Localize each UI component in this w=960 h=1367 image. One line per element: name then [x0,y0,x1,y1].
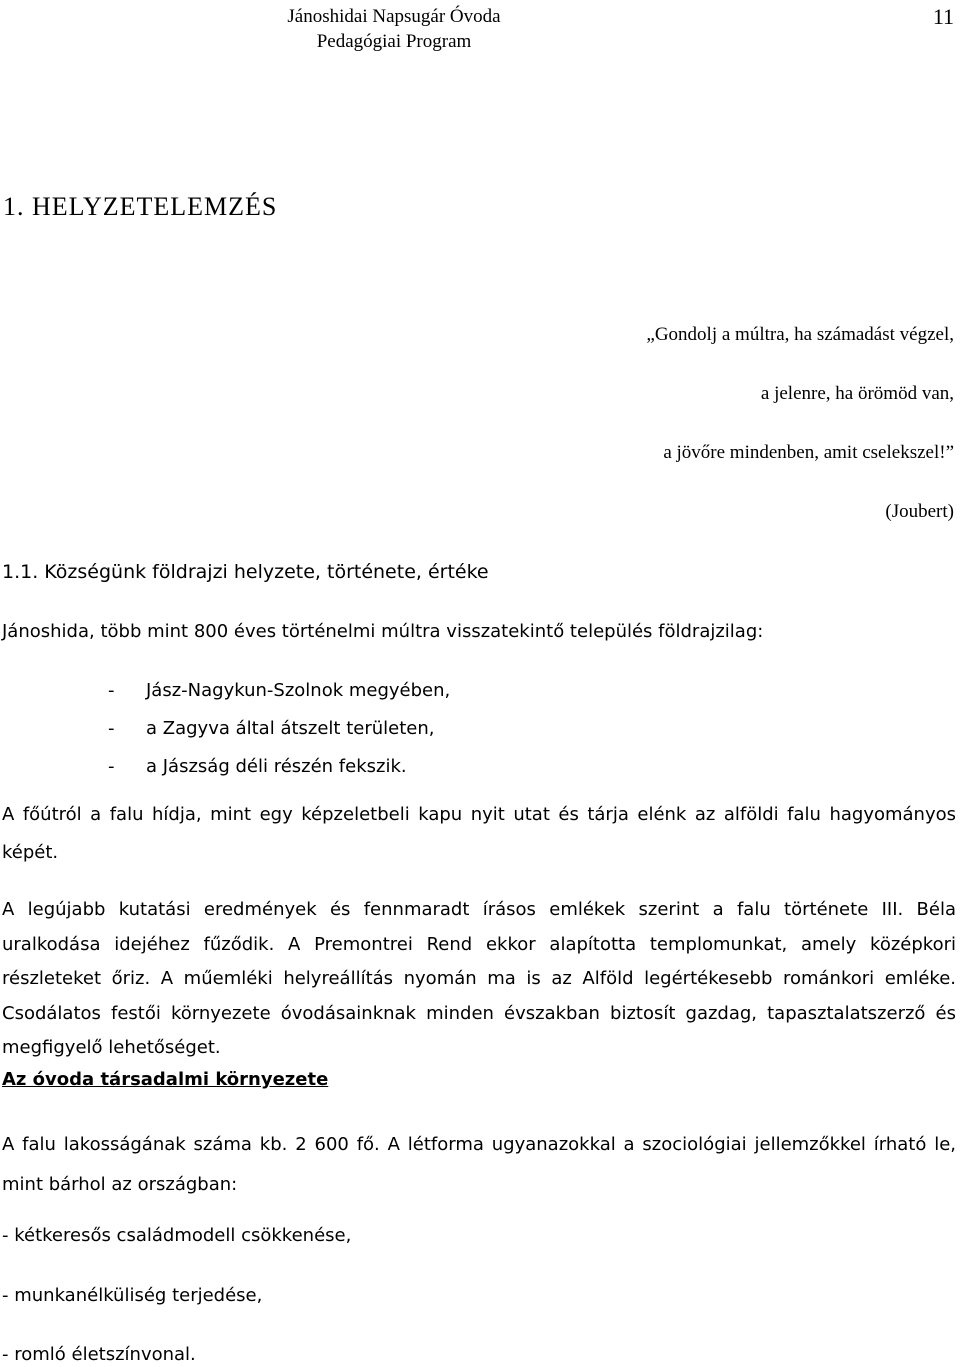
header-institution: Jánoshidai Napsugár Óvoda [287,6,501,27]
section-title: 1.1. Községünk földrajzi helyzete, története, értéke [2,561,489,583]
history-paragraph: A legújabb kutatási eredmények és fennmaradt írásos emlékek szerint a falu története III. Béla uralkodása idejéhez fűződik. A Premontrei Rend ekkor alapította templomunkat, amely középkori részleteket őriz. A műemléki helyreállítás nyomán ma is az Alföld legértékesebb románkori emléke. Csodálatos festői környezete óvodásainknak minden évszakban biztosít gazdag, tapasztalatszerző és megfigyelő lehetőséget. [2,899,956,1058]
list-item: - romló életszínvonal. [2,1344,196,1365]
list-item [108,717,450,755]
motto-author: (Joubert) [885,501,954,522]
list-item: - munkanélküliség terjedése, [2,1285,263,1306]
list-item-text: a Zagyva által átszelt területen, [146,718,435,739]
bullet-dash: - [108,718,115,739]
motto-line-1: „Gondolj a múltra, ha számadást végzel, [646,324,954,345]
chapter-title: 1. HELYZETELEMZÉS [3,192,278,221]
population-paragraph: A falu lakosságának száma kb. 2 600 fő. A létforma ugyanazokkal a szociológiai jellemzőkkel írható le, mint bárhol az országban: [2,1134,956,1195]
bullet-dash: - [108,756,115,777]
intro-paragraph: Jánoshida, több mint 800 éves történelmi múltra visszatekintő település földrajzilag: [2,621,764,642]
header-document-title: Pedagógiai Program [316,31,472,52]
bridge-paragraph: A főútról a falu hídja, mint egy képzeletbeli kapu nyit utat és tárja elénk az alföldi falu hagyományos képét. [2,804,956,863]
list-item: - kétkeresős családmodell csökkenése, [2,1225,352,1246]
list-item [108,679,450,717]
bullet-dash: - [108,680,115,701]
list-item [108,755,450,793]
page-header [229,4,559,54]
location-list [108,679,450,793]
motto-line-2: a jelenre, ha örömöd van, [760,383,954,404]
social-environment-title: Az óvoda társadalmi környezete [2,1069,329,1090]
list-item-text: Jász-Nagykun-Szolnok megyében, [146,680,451,701]
page-number: 11 [932,4,954,29]
list-item-text: a Jászság déli részén fekszik. [146,756,407,777]
motto-line-3: a jövőre mindenben, amit cselekszel!” [663,442,954,463]
